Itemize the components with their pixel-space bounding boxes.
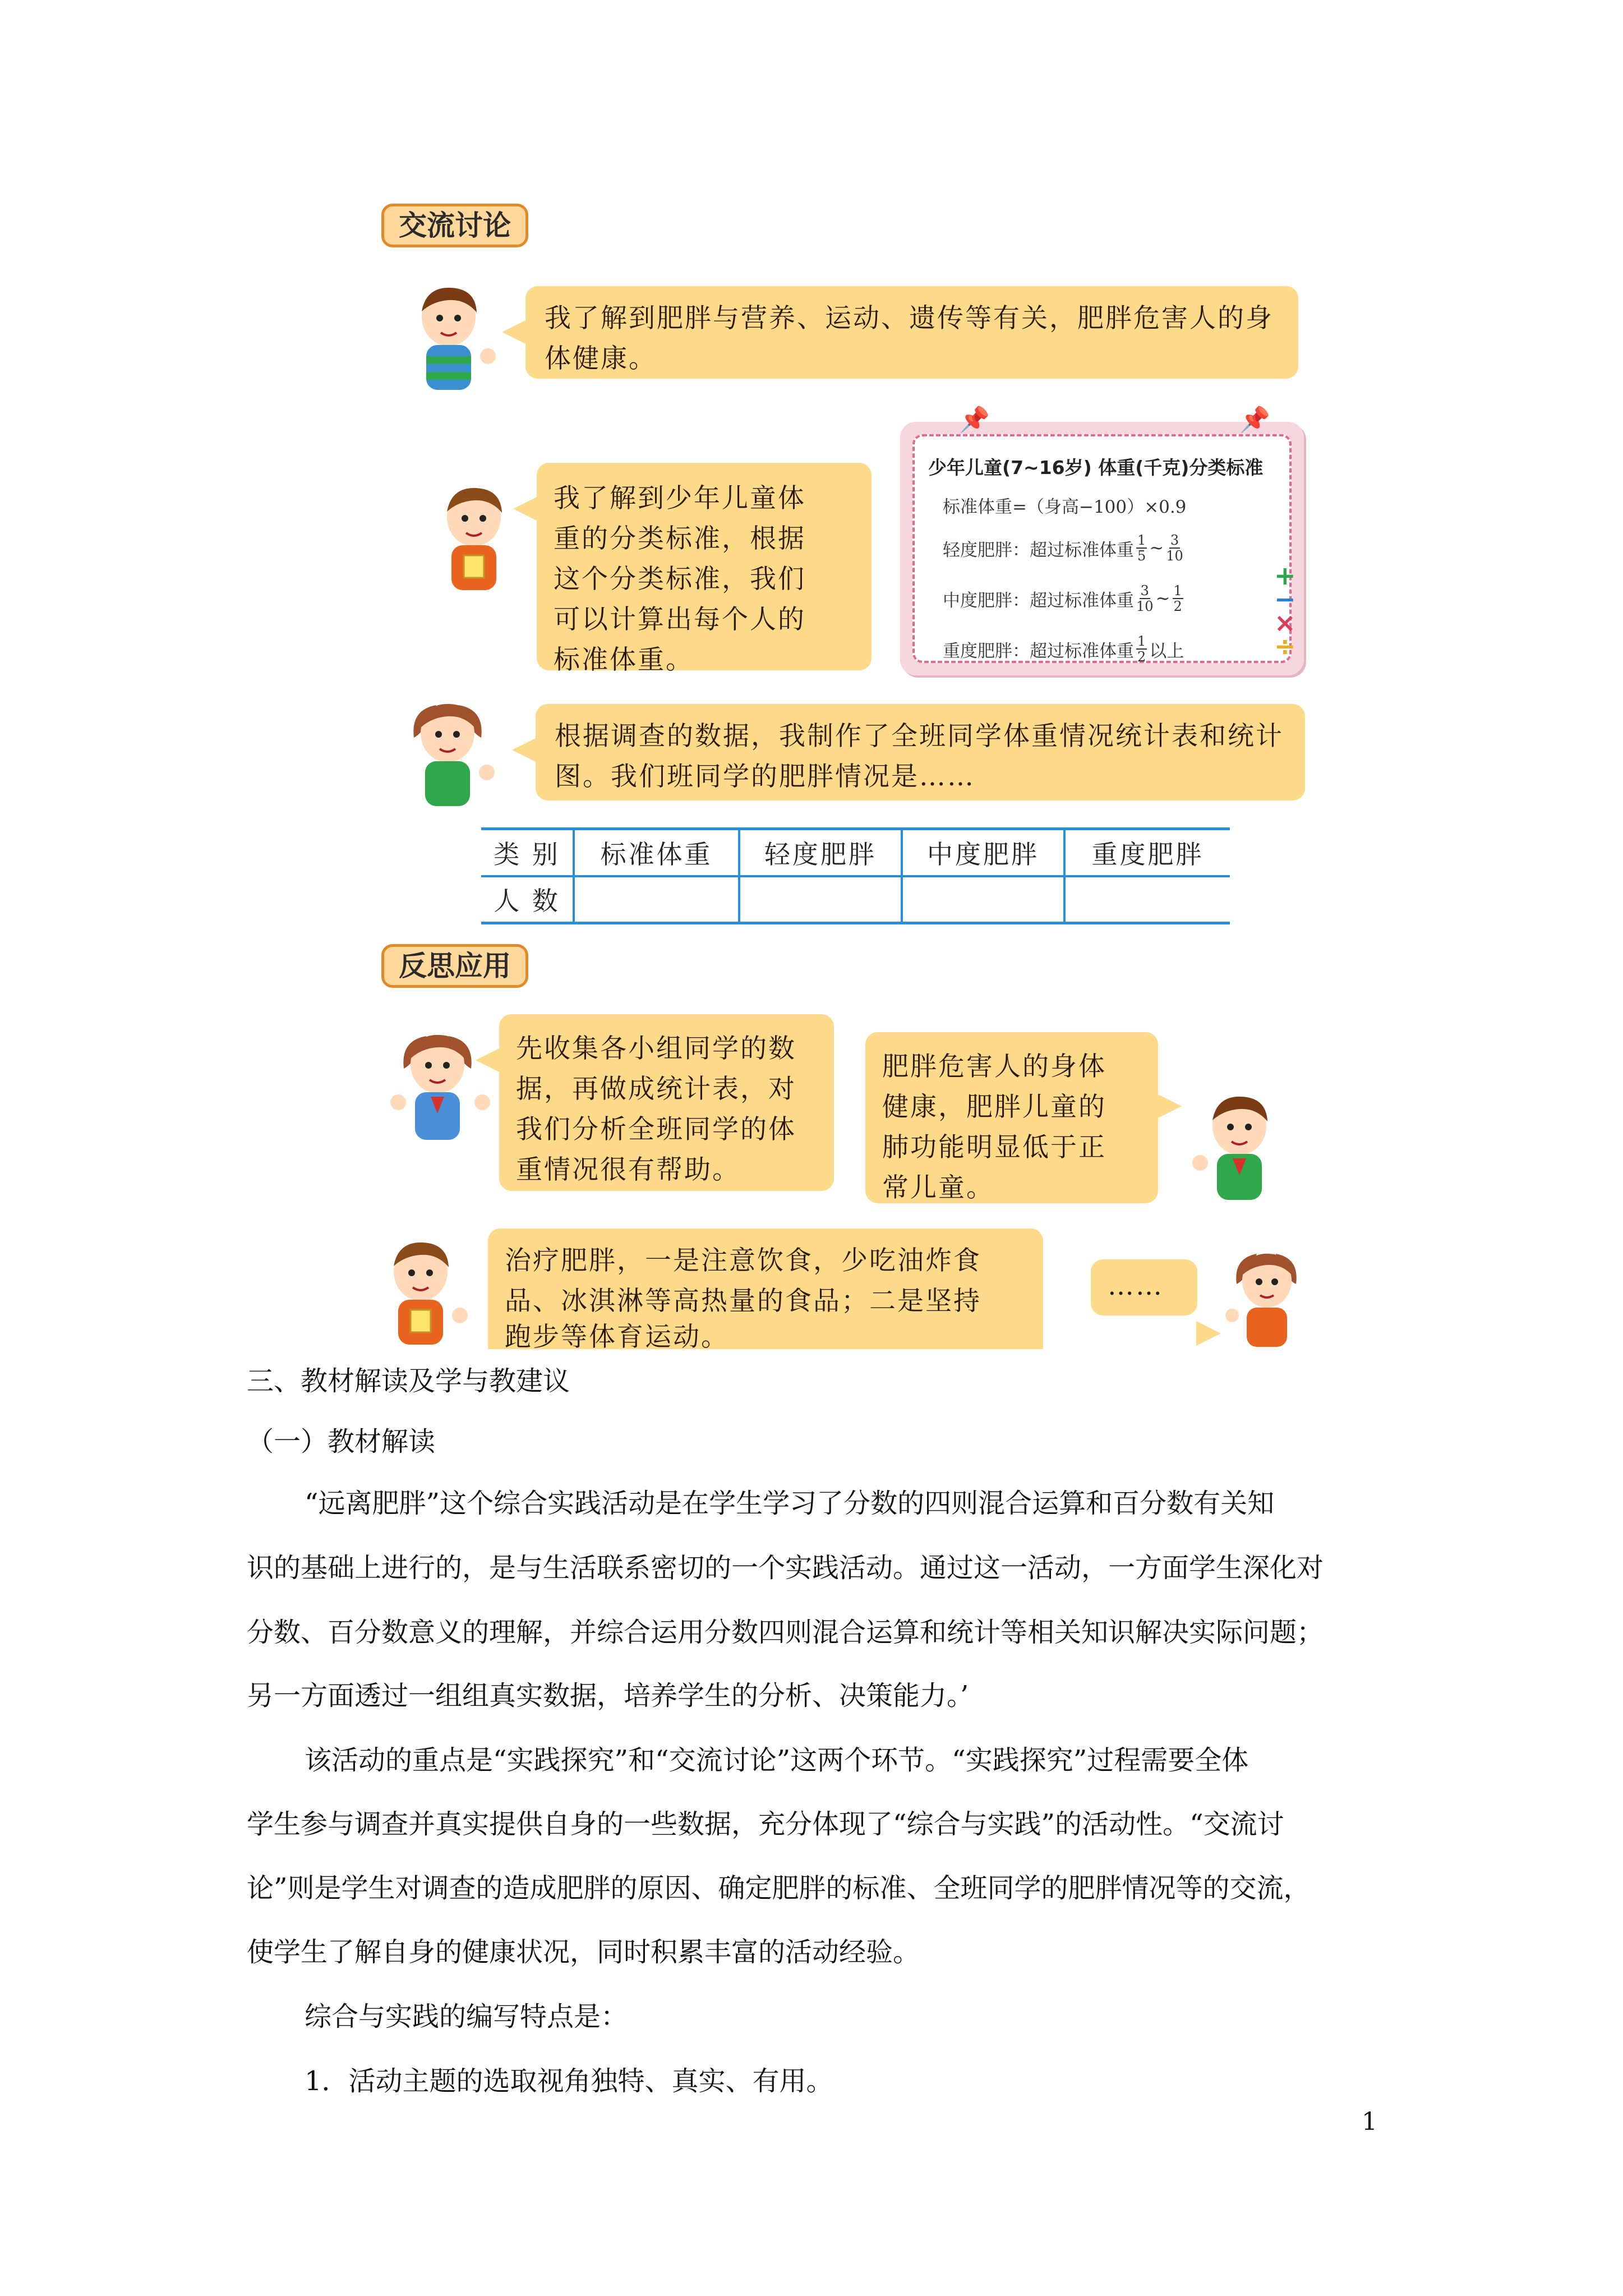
severe-label: 重度肥胖：超过标准体重 (943, 641, 1134, 661)
paragraph-line: “远离肥胖”这个综合实践活动是在学生学习了分数的四则混合运算和百分数有关知 (305, 1488, 1275, 1519)
table-header-cell: 轻度肥胖 (739, 829, 902, 876)
speech-bubble-causes (525, 286, 1298, 379)
standard-light (943, 526, 1276, 570)
bubble-line: 常儿童。 (882, 1172, 994, 1203)
paragraph-line: 该活动的重点是“实践探究”和“交流讨论”这两个环节。“实践探究”过程需要全体 (305, 1745, 1249, 1776)
section-tag-reflection: 反思应用 (381, 944, 528, 988)
weight-standard-card (900, 406, 1304, 675)
math-operators-decoration (1274, 560, 1296, 661)
table-cell (739, 876, 902, 923)
speech-bubble-treatment (488, 1228, 1043, 1349)
speech-bubble-harm (865, 1032, 1158, 1203)
severe-suffix: 以上 (1149, 641, 1184, 661)
table-cell (574, 876, 739, 923)
standard-severe (943, 627, 1276, 671)
formula-text: 标准体重=（身高−100）×0.9 (943, 496, 1187, 517)
boy-holding-book-illustration (376, 1237, 477, 1349)
table-header-cell: 重度肥胖 (1064, 829, 1230, 876)
fraction-numerator: 1 (1137, 633, 1146, 649)
fraction-denominator: 10 (1166, 548, 1183, 564)
table-header-cell: 标准体重 (574, 829, 739, 876)
fraction (1166, 533, 1183, 563)
table-cell (902, 876, 1064, 923)
pin-icon: 📌 (1239, 406, 1270, 434)
bubble-line: 这个分类标准，我们 (554, 564, 806, 595)
paragraph-line: 使学生了解自身的健康状况，同时积累丰富的活动经验。 (247, 1936, 920, 1968)
section-heading: 三、教材解读及学与教建议 (247, 1365, 570, 1397)
table-cell (1064, 876, 1230, 923)
paragraph-line: 论”则是学生对调查的造成肥胖的原因、确定肥胖的标准、全班同学的肥胖情况等的交流， (247, 1872, 1311, 1904)
plus-icon: + (1274, 560, 1296, 591)
standard-title: 少年儿童(7~16岁) 体重(千克)分类标准 (928, 457, 1264, 478)
fraction-numerator: 3 (1140, 583, 1149, 599)
paragraph-features: 综合与实践的编写特点是： (305, 2001, 628, 2032)
bubble-line: 据，再做成统计表，对 (516, 1074, 796, 1105)
fraction-denominator: 2 (1137, 649, 1146, 665)
bubble-line: 标准体重。 (554, 645, 694, 675)
table-header-row (481, 829, 1230, 876)
light-label: 轻度肥胖：超过标准体重 (943, 540, 1134, 560)
fraction-denominator: 10 (1136, 599, 1154, 614)
boy-right-illustration (1183, 1091, 1290, 1203)
bubble-line: 重的分类标准，根据 (554, 523, 806, 554)
bubble-line: 先收集各小组同学的数 (516, 1033, 796, 1064)
bubble-line: 肥胖危害人的身体 (882, 1051, 1106, 1082)
weight-standard-inner (912, 434, 1292, 663)
paragraph-line: 学生参与调查并真实提供自身的一些数据，充分体现了“综合与实践”的活动性。“交流讨 (247, 1809, 1284, 1840)
page-number: 1 (1362, 2108, 1377, 2136)
minus-icon: − (1274, 584, 1296, 614)
bubble-line: 可以计算出每个人的 (554, 604, 806, 635)
bubble-line: 我了解到少年儿童体 (554, 483, 806, 514)
boy-pointing-illustration (404, 283, 505, 395)
speech-bubble-ellipsis (1091, 1259, 1197, 1315)
speech-bubble-standard (537, 463, 872, 675)
table-header-cell: 类 别 (481, 829, 574, 876)
fraction (1173, 583, 1183, 614)
fraction (1136, 583, 1154, 614)
bubble-line: 品、冰淇淋等高热量的食品；二是坚持 (505, 1286, 981, 1317)
fraction (1136, 634, 1147, 664)
girl-pointing-illustration (1220, 1248, 1310, 1349)
divide-icon: ÷ (1274, 631, 1296, 661)
fraction-numerator: 3 (1170, 532, 1179, 548)
table-row-label: 人 数 (481, 876, 574, 923)
table-header-cell: 中度肥胖 (902, 829, 1064, 876)
standard-medium (943, 576, 1276, 621)
paragraph-line: 识的基础上进行的，是与生活联系密切的一个实践活动。通过这一活动，一方面学生深化对 (247, 1552, 1324, 1584)
tilde: ~ (1149, 538, 1164, 558)
bubble-text: …… (1108, 1271, 1164, 1301)
section-tag-discussion: 交流讨论 (381, 204, 528, 247)
tilde: ~ (1155, 588, 1170, 609)
fraction-denominator: 5 (1137, 548, 1146, 564)
bubble-line: 肺功能明显低于正 (882, 1132, 1106, 1163)
standard-formula (943, 490, 1276, 520)
fraction-denominator: 2 (1173, 599, 1182, 614)
speech-bubble-survey (536, 704, 1305, 800)
fraction (1136, 533, 1147, 563)
girl-hands-up-illustration (387, 1029, 499, 1147)
speech-bubble-collect (499, 1014, 834, 1191)
bubble-text: 根据调查的数据，我制作了全班同学体重情况统计表和统计图。我们班同学的肥胖情况是…… (555, 721, 1284, 792)
paragraph-line: 分数、百分数意义的理解，并综合运用分数四则混合运算和统计等相关知识解决实际问题； (247, 1617, 1324, 1648)
fraction-numerator: 1 (1137, 532, 1146, 548)
paragraph-line: 另一方面透过一组组真实数据，培养学生的分析、决策能力。’ (247, 1680, 969, 1711)
bubble-line: 跑步等体育运动。 (505, 1322, 729, 1349)
section-subheading: （一）教材解读 (247, 1426, 436, 1457)
medium-label: 中度肥胖：超过标准体重 (943, 590, 1134, 611)
boy-holding-book-illustration (429, 482, 524, 595)
bubble-line: 健康，肥胖儿童的 (882, 1092, 1106, 1122)
bubble-line: 治疗肥胖，一是注意饮食，少吃油炸食 (505, 1245, 981, 1276)
times-icon: × (1274, 608, 1296, 638)
table-row (481, 876, 1230, 923)
pin-icon: 📌 (959, 406, 990, 434)
obesity-count-table (481, 827, 1230, 924)
bubble-text: 我了解到肥胖与营养、运动、遗传等有关，肥胖危害人的身体健康。 (545, 303, 1274, 374)
fraction-numerator: 1 (1173, 583, 1182, 599)
bubble-line: 重情况很有帮助。 (516, 1154, 740, 1185)
girl-pointing-illustration (403, 698, 504, 811)
bubble-line: 我们分析全班同学的体 (516, 1114, 796, 1145)
list-item: 1．活动主题的选取视角独特、真实、有用。 (305, 2065, 833, 2097)
